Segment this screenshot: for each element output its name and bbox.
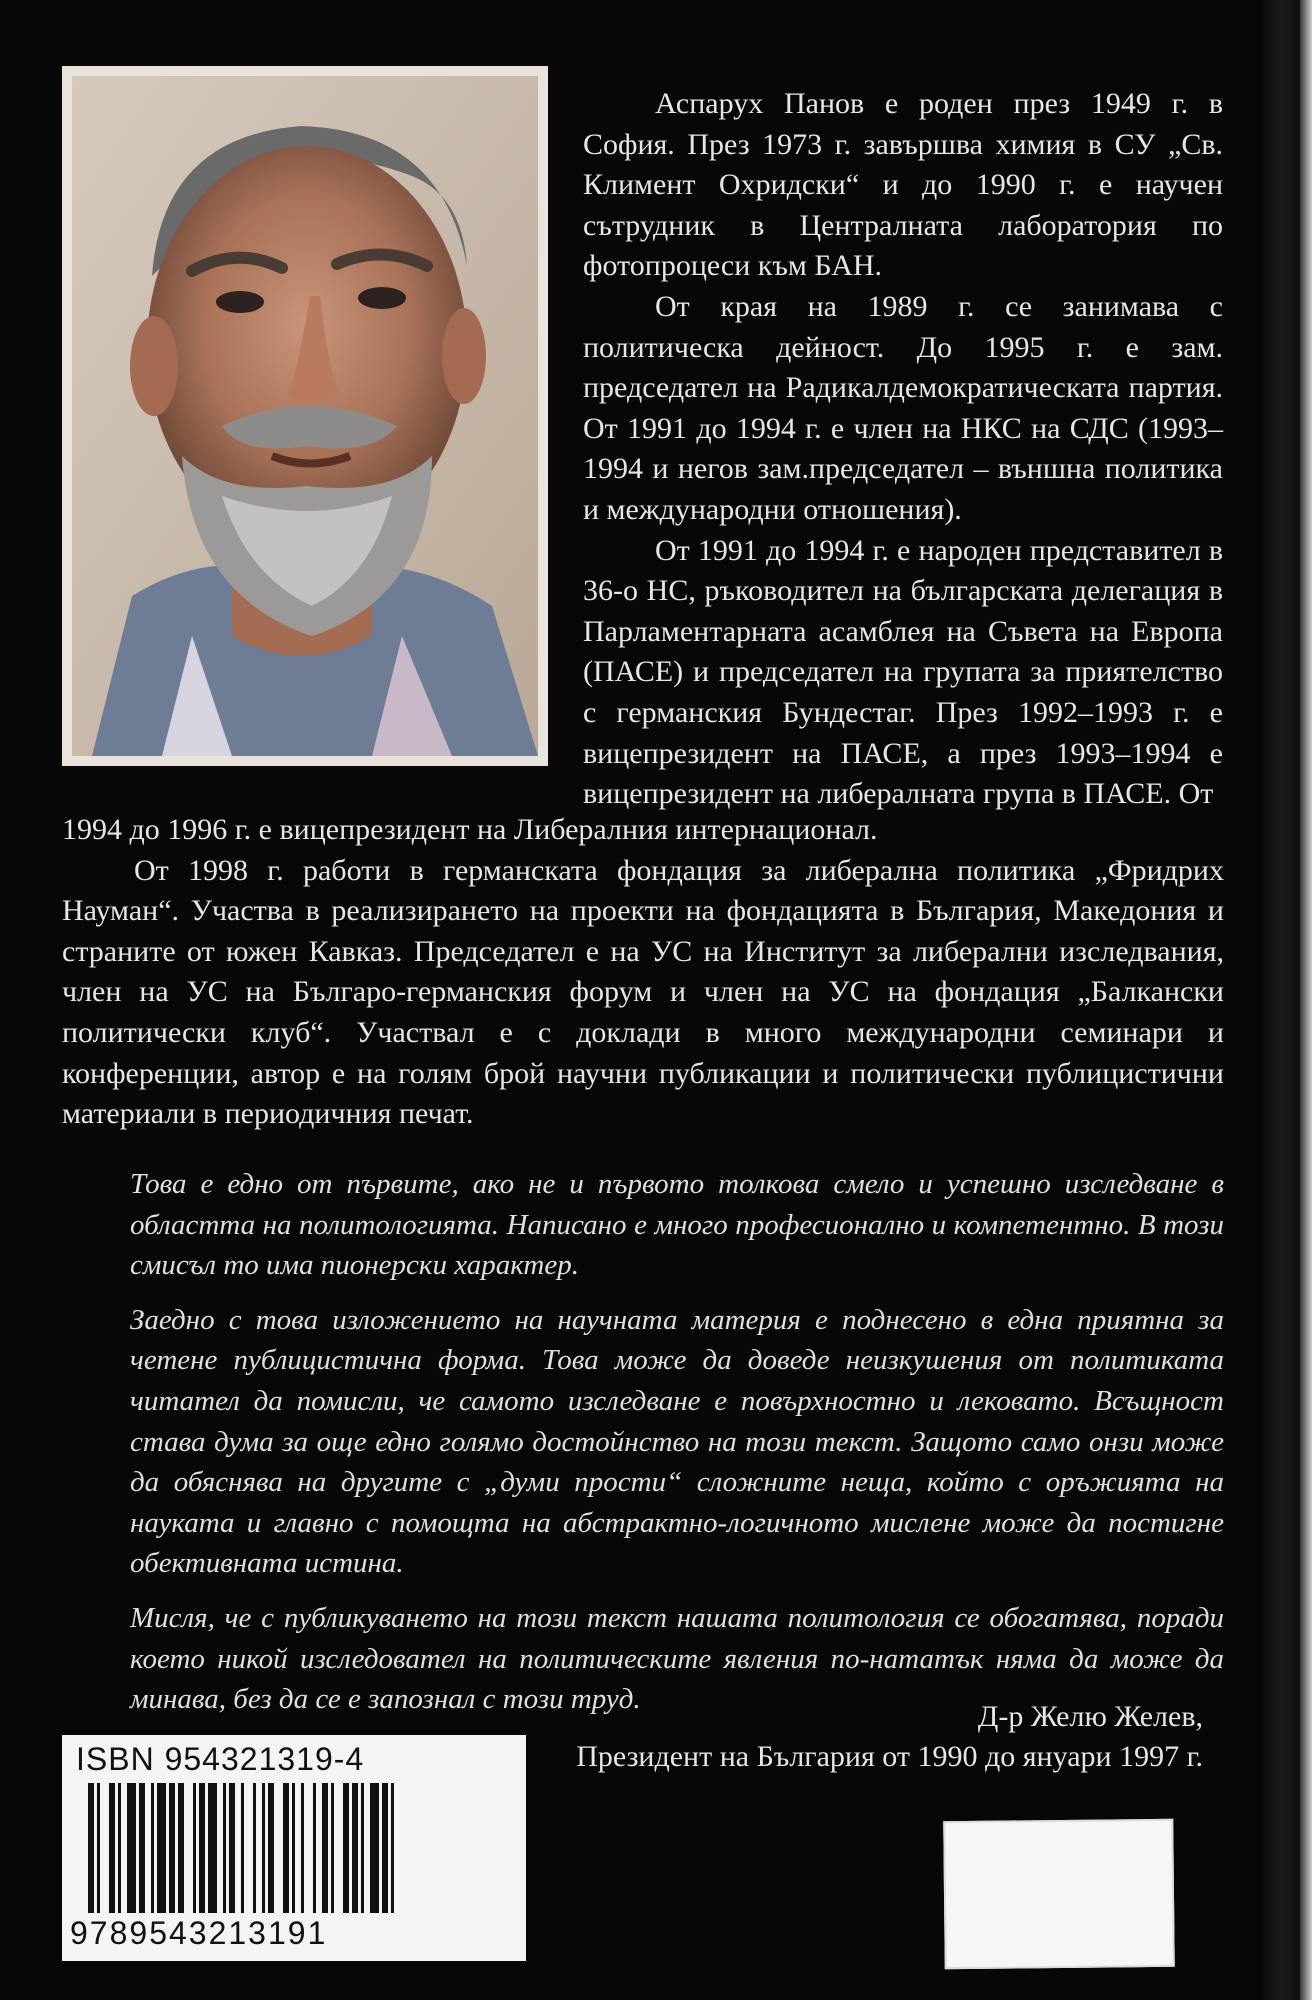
bio-paragraph-continuation: 1994 до 1996 г. е вицепрезидент на Либералния интернационал. xyxy=(62,813,878,846)
quote-paragraph: Мисля, че с публикуването на този текст нашата политология се обогатява, поради което никой изследовател на политическите явления по-нататък няма да може да минава, без да се е запознал с този труд. xyxy=(130,1601,1224,1716)
author-photo xyxy=(62,66,548,766)
barcode-icon xyxy=(88,1783,508,1913)
quote-paragraph: Това е едно от първите, ако не и първото толкова смело и успешно изследване в областта на политологията. Написано е много професионално и компетентно. В този смисъл то има пионерски характер. xyxy=(130,1168,1224,1282)
bio-paragraph: Аспарух Панов е роден през 1949 г. в София. През 1973 г. завършва химия в СУ „Св. Климент Охридски“ и до 1990 г. е научен сътрудник в Централната лаборатория по фотопроцеси към БАН. xyxy=(583,87,1223,283)
endorsement-quote xyxy=(130,1164,1224,1734)
author-portrait-image xyxy=(72,76,538,756)
signature-title: Президент на България от 1990 до януари 1997 г. xyxy=(576,1740,1203,1773)
quote-paragraph: Заедно с това изложението на научната материя е поднесено в една приятна за четене публицистична форма. Това може да доведе неизкушения от политиката читател да помисли, че самото изследване е повърхностно и лековато. Всъщност става дума за още едно голямо достойнство на този текст. Защото само онзи може да обяснява на другите с „думи прости“ сложните неща, който с оръжията на науката и главно с помощта на абстрактно-логичното мислене може да постигне обективната истина. xyxy=(130,1303,1224,1580)
author-bio-top xyxy=(583,84,1223,815)
isbn-text: ISBN 954321319-4 xyxy=(76,1741,365,1777)
bio-paragraph: От 1991 до 1994 г. е народен представител в 36-о НС, ръководител на българската делегация в Парламентарната асамблея на Съвета на Европа (ПАСЕ) и председател на групата за приятелство с германския Бундестаг. През 1992–1993 г. е вицепрезидент на ПАСЕ, а през 1993–1994 е вицепрезидент на либералната група в ПАСЕ. От xyxy=(583,533,1223,811)
book-edge xyxy=(1300,0,1312,2000)
ean-number: 9789543213191 xyxy=(70,1915,328,1951)
signature-name: Д-р Желю Желев, xyxy=(977,1700,1203,1733)
price-sticker xyxy=(943,1819,1175,1969)
author-bio-wide xyxy=(62,810,1224,1135)
bio-paragraph: От 1998 г. работи в германската фондация за либерална политика „Фридрих Науман“. Участва в реализирането на проекти на фондацията в България, Македония и страните от южен Кавказ. Председател е на УС на Институт за либерални изследвания, член на УС на Българо-германския форум и член на УС на фондация „Балкански политически клуб“. Участвал е с доклади в много международни семинари и конференции, автор е на голям брой научни публикации и политически публицистични материали в периодичния печат. xyxy=(62,853,1224,1131)
bio-paragraph: От края на 1989 г. се занимава с политическа дейност. До 1995 г. е зам. председател на Радикалдемократическата партия. От 1991 до 1994 г. е член на НКС на СДС (1993–1994 и негов зам.председател – външна политика и международни отношения). xyxy=(583,289,1223,526)
barcode-label xyxy=(62,1735,526,1961)
